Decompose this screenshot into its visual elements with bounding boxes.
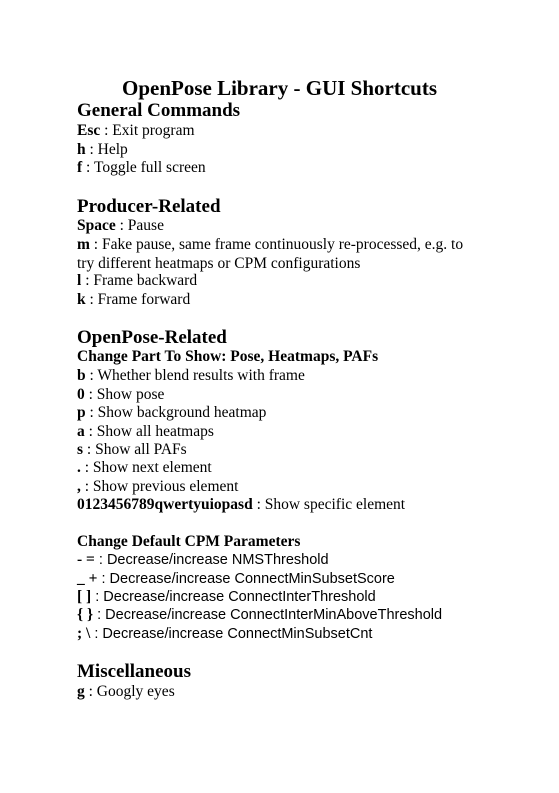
shortcut-row	[77, 272, 197, 291]
shortcut-description: : Frame forward	[85, 291, 191, 308]
shortcut-key: ; \	[77, 625, 91, 642]
shortcut-row	[77, 683, 175, 702]
shortcut-row	[77, 570, 395, 589]
shortcut-row	[77, 478, 238, 497]
shortcut-description: : Fake pause, same frame continuously re-processed, e.g. to try different heatmaps or CPM configurations	[77, 236, 464, 272]
shortcut-key: g	[77, 683, 85, 700]
shortcut-key: Space	[77, 217, 116, 234]
shortcut-key: f	[77, 159, 83, 176]
shortcut-key: _ +	[77, 570, 98, 587]
shortcut-key: - =	[77, 551, 95, 568]
shortcut-key: { }	[77, 606, 94, 623]
shortcut-row	[77, 459, 212, 478]
shortcut-description: : Googly eyes	[84, 683, 175, 700]
shortcut-description: : Show specific element	[252, 496, 406, 513]
shortcut-row	[77, 551, 329, 570]
shortcut-description: : Show all PAFs	[83, 441, 187, 458]
subheading-part-to-show: Change Part To Show: Pose, Heatmaps, PAFs	[77, 348, 379, 365]
shortcut-description: : Frame backward	[81, 272, 198, 289]
shortcut-description: : Show background heatmap	[85, 404, 267, 421]
shortcut-description: : Decrease/increase ConnectMinSubsetCnt	[90, 626, 373, 642]
section-heading-general: General Commands	[77, 100, 241, 121]
shortcut-key: l	[77, 272, 82, 289]
shortcut-key: .	[77, 459, 81, 476]
shortcut-key: [ ]	[77, 588, 92, 605]
shortcut-key: s	[77, 441, 84, 458]
shortcut-row	[77, 122, 195, 141]
shortcut-key: ,	[77, 478, 81, 495]
shortcut-key: p	[77, 404, 86, 421]
shortcut-row	[77, 441, 187, 460]
shortcut-row	[77, 236, 482, 273]
shortcut-row	[77, 423, 214, 442]
shortcut-key: h	[77, 141, 86, 158]
shortcut-description: : Pause	[115, 217, 164, 234]
shortcut-key: Esc	[77, 122, 101, 139]
shortcut-description: : Help	[85, 141, 128, 158]
shortcut-key: 0123456789qwertyuiopasd	[77, 496, 253, 513]
shortcut-description: : Toggle full screen	[82, 159, 206, 176]
section-heading-openpose: OpenPose-Related	[77, 327, 227, 348]
shortcut-key: 0	[77, 386, 85, 403]
shortcut-key: b	[77, 367, 86, 384]
shortcut-description: : Show previous element	[80, 478, 239, 495]
shortcut-row	[77, 404, 266, 423]
page-title: OpenPose Library - GUI Shortcuts	[122, 76, 437, 100]
shortcut-description: : Show next element	[80, 459, 212, 476]
shortcut-row	[77, 141, 128, 160]
shortcut-description: : Show all heatmaps	[84, 423, 214, 440]
shortcut-description: : Decrease/increase ConnectInterMinAboveThreshold	[93, 607, 443, 623]
shortcut-description: : Decrease/increase ConnectMinSubsetScore	[97, 571, 395, 587]
shortcut-description: : Whether blend results with frame	[85, 367, 305, 384]
subheading-cpm-parameters: Change Default CPM Parameters	[77, 533, 301, 550]
shortcut-key: a	[77, 423, 85, 440]
shortcut-description: : Decrease/increase ConnectInterThreshold	[91, 589, 376, 605]
shortcut-row	[77, 159, 206, 178]
shortcut-key: k	[77, 291, 86, 308]
shortcut-row	[77, 291, 190, 310]
shortcut-row	[77, 606, 442, 625]
shortcut-row	[77, 367, 305, 386]
shortcut-row	[77, 217, 164, 236]
shortcut-key: m	[77, 236, 90, 253]
shortcut-description: : Show pose	[84, 386, 165, 403]
shortcut-description: : Decrease/increase NMSThreshold	[94, 552, 329, 568]
shortcut-description: : Exit program	[100, 122, 195, 139]
shortcut-row	[77, 625, 372, 644]
shortcut-row	[77, 386, 164, 405]
section-heading-misc: Miscellaneous	[77, 661, 191, 682]
section-heading-producer: Producer-Related	[77, 196, 221, 217]
shortcut-row	[77, 588, 376, 607]
shortcut-row	[77, 496, 405, 515]
